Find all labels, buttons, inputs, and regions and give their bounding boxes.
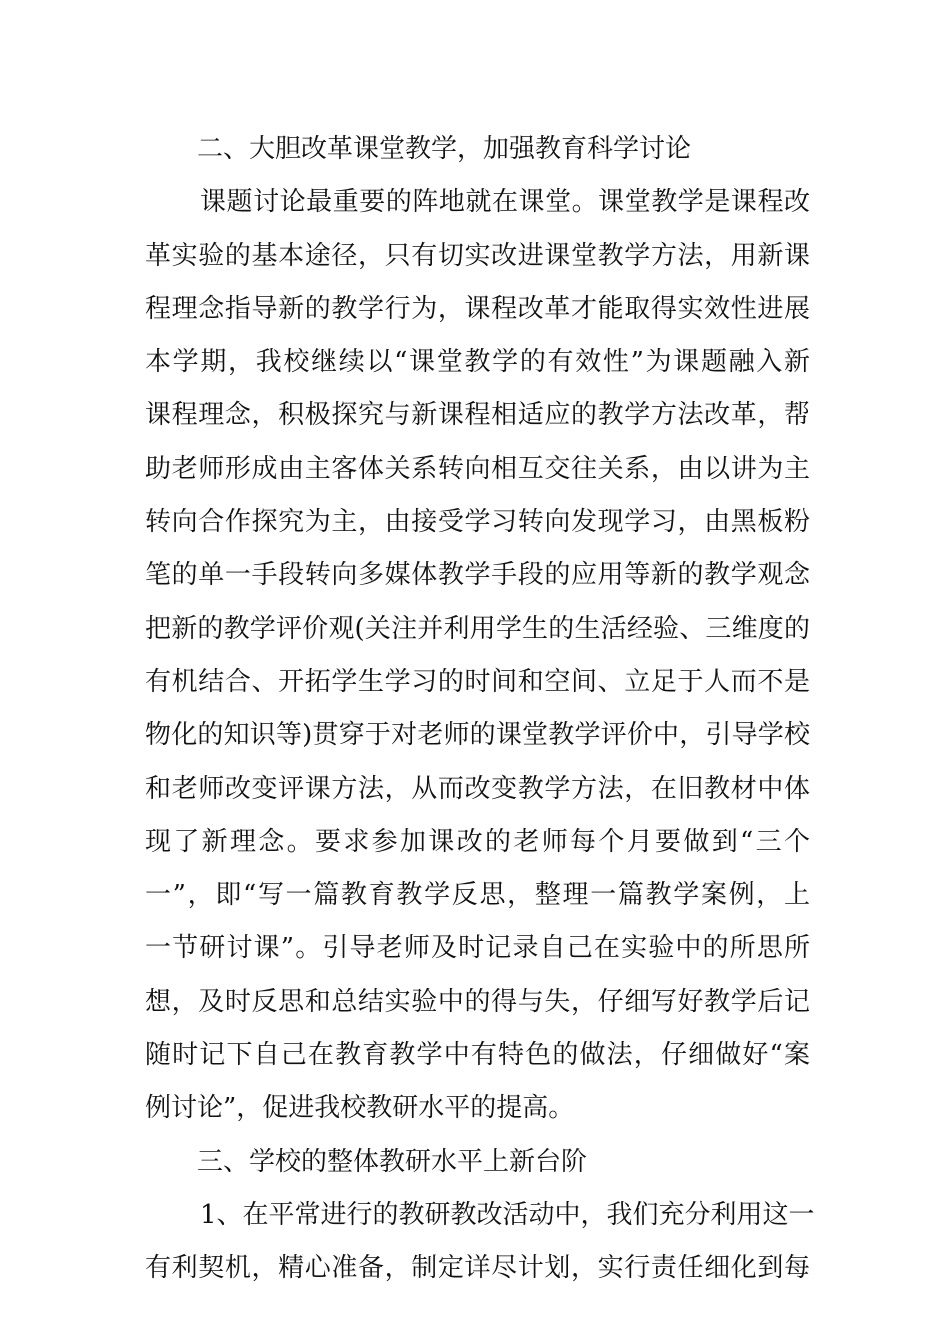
section-heading: 三、学校的整体教研水平上新台阶	[197, 1146, 588, 1177]
paragraph-line: 想，及时反思和总结实验中的得与失，仔细写好教学后记	[145, 986, 810, 1017]
paragraph-line: 现了新理念。要求参加课改的老师每个月要做到“三个	[145, 826, 810, 857]
paragraph-line: 一”，即“写一篇教育教学反思，整理一篇教学案例，上	[145, 880, 810, 911]
paragraph-line: 转向合作探究为主，由接受学习转向发现学习，由黑板粉	[145, 507, 810, 538]
paragraph-last-line: 例讨论”，促进我校教研水平的提高。	[145, 1093, 575, 1124]
document-body	[145, 123, 815, 1296]
paragraph-line: 有机结合、开拓学生学习的时间和空间、立足于人而不是	[145, 666, 810, 697]
paragraph-line: 革实验的基本途径，只有切实改进课堂教学方法，用新课	[145, 240, 810, 271]
paragraph-line: 一节研讨课”。引导老师及时记录自己在实验中的所思所	[145, 933, 810, 964]
section-heading: 二、大胆改革课堂教学，加强教育科学讨论	[197, 134, 692, 164]
paragraph-line: 有利契机，精心准备，制定详尽计划，实行责任细化到每	[145, 1253, 810, 1284]
paragraph-line: 和老师改变评课方法，从而改变教学方法，在旧教材中体	[145, 773, 810, 804]
paragraph-line: 程理念指导新的教学行为，课程改革才能取得实效性进展	[145, 293, 810, 324]
paragraph-line: 助老师形成由主客体关系转向相互交往关系，由以讲为主	[145, 453, 810, 484]
paragraph-line: 本学期，我校继续以“课堂教学的有效性”为课题融入新	[145, 347, 810, 378]
paragraph-line: 把新的教学评价观(关注并利用学生的生活经验、三维度的	[145, 613, 810, 644]
paragraph-line: 物化的知识等)贯穿于对老师的课堂教学评价中，引导学校	[145, 720, 810, 751]
paragraph-line: 随时记下自己在教育教学中有特色的做法，仔细做好“案	[145, 1040, 810, 1071]
paragraph-first-line: 课题讨论最重要的阵地就在课堂。课堂教学是课程改	[200, 187, 810, 218]
paragraph-line: 笔的单一手段转向多媒体教学手段的应用等新的教学观念	[145, 560, 810, 591]
paragraph-line: 课程理念，积极探究与新课程相适应的教学方法改革，帮	[145, 400, 810, 431]
paragraph-first-line: 1、在平常进行的教研教改活动中，我们充分利用这一	[200, 1199, 815, 1230]
